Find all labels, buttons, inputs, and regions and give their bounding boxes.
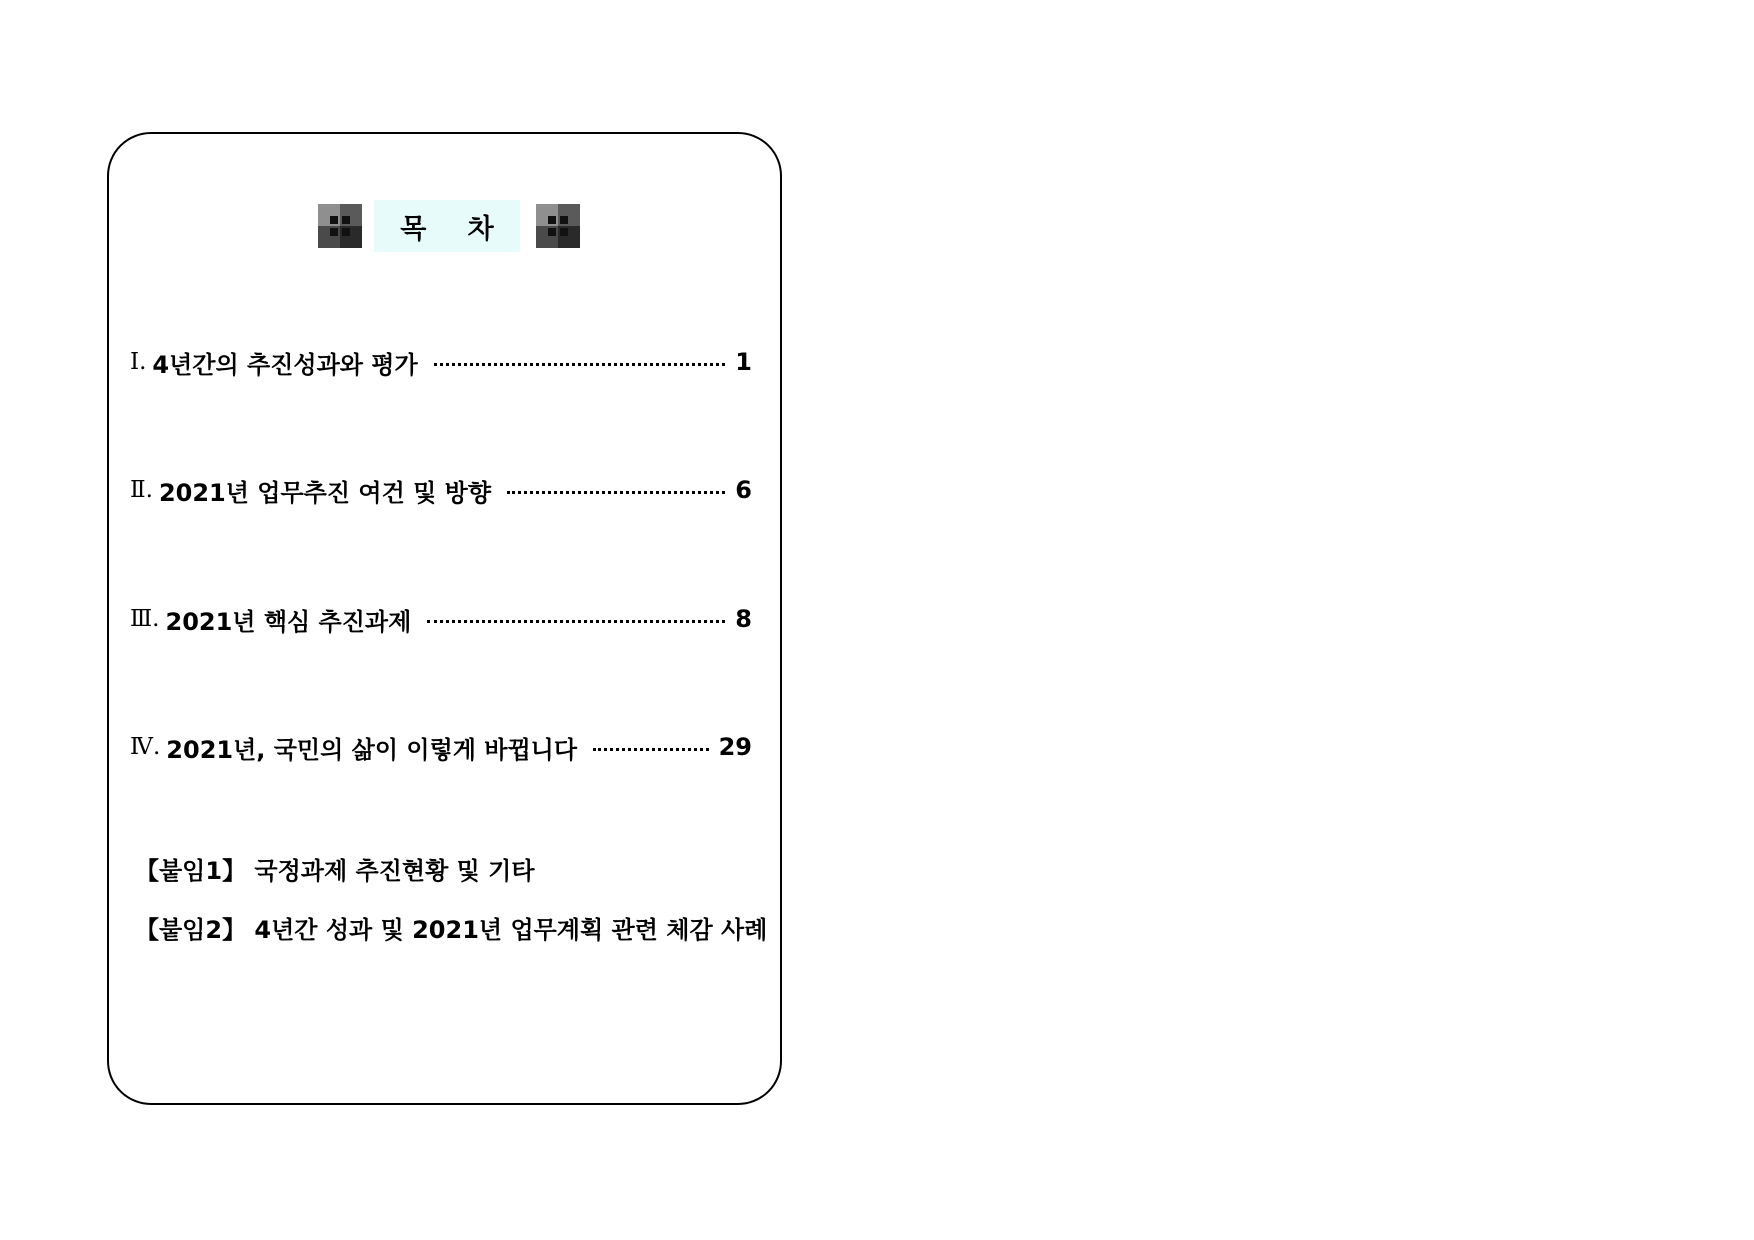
toc-entry-number: Ⅱ. [130, 477, 153, 503]
toc-entry-4[interactable] [130, 729, 752, 765]
appendix-2[interactable]: 【붙임2】 4년간 성과 및 2021년 업무계획 관련 체감 사례 [135, 916, 768, 944]
toc-entry-2[interactable] [130, 472, 752, 508]
toc-entry-page: 1 [735, 348, 752, 376]
toc-title-row [318, 200, 580, 252]
block-ornament-right-icon [536, 204, 580, 248]
toc-entry-title: 2021년 핵심 추진과제 [165, 607, 412, 636]
toc-entry-number: Ⅲ. [130, 606, 160, 632]
dot-leader [434, 363, 726, 366]
toc-entry-title: 2021년 업무추진 여건 및 방향 [158, 478, 492, 507]
toc-title: 목 차 [374, 200, 520, 252]
toc-entry-number: Ⅰ. [130, 349, 147, 375]
toc-entry-1[interactable] [130, 344, 752, 380]
toc-entry-3[interactable] [130, 601, 752, 637]
dot-leader [593, 748, 709, 751]
toc-entry-title: 2021년, 국민의 삶이 이렇게 바뀝니다 [166, 735, 578, 764]
toc-entry-page: 8 [735, 605, 752, 633]
toc-entry-number: Ⅳ. [130, 734, 161, 760]
block-ornament-left-icon [318, 204, 362, 248]
dot-leader [427, 620, 725, 623]
toc-entry-title: 4년간의 추진성과와 평가 [152, 350, 418, 379]
appendix-1[interactable]: 【붙임1】 국정과제 추진현황 및 기타 [135, 857, 535, 885]
dot-leader [507, 491, 725, 494]
toc-entry-page: 6 [735, 476, 752, 504]
toc-entry-page: 29 [718, 733, 752, 761]
